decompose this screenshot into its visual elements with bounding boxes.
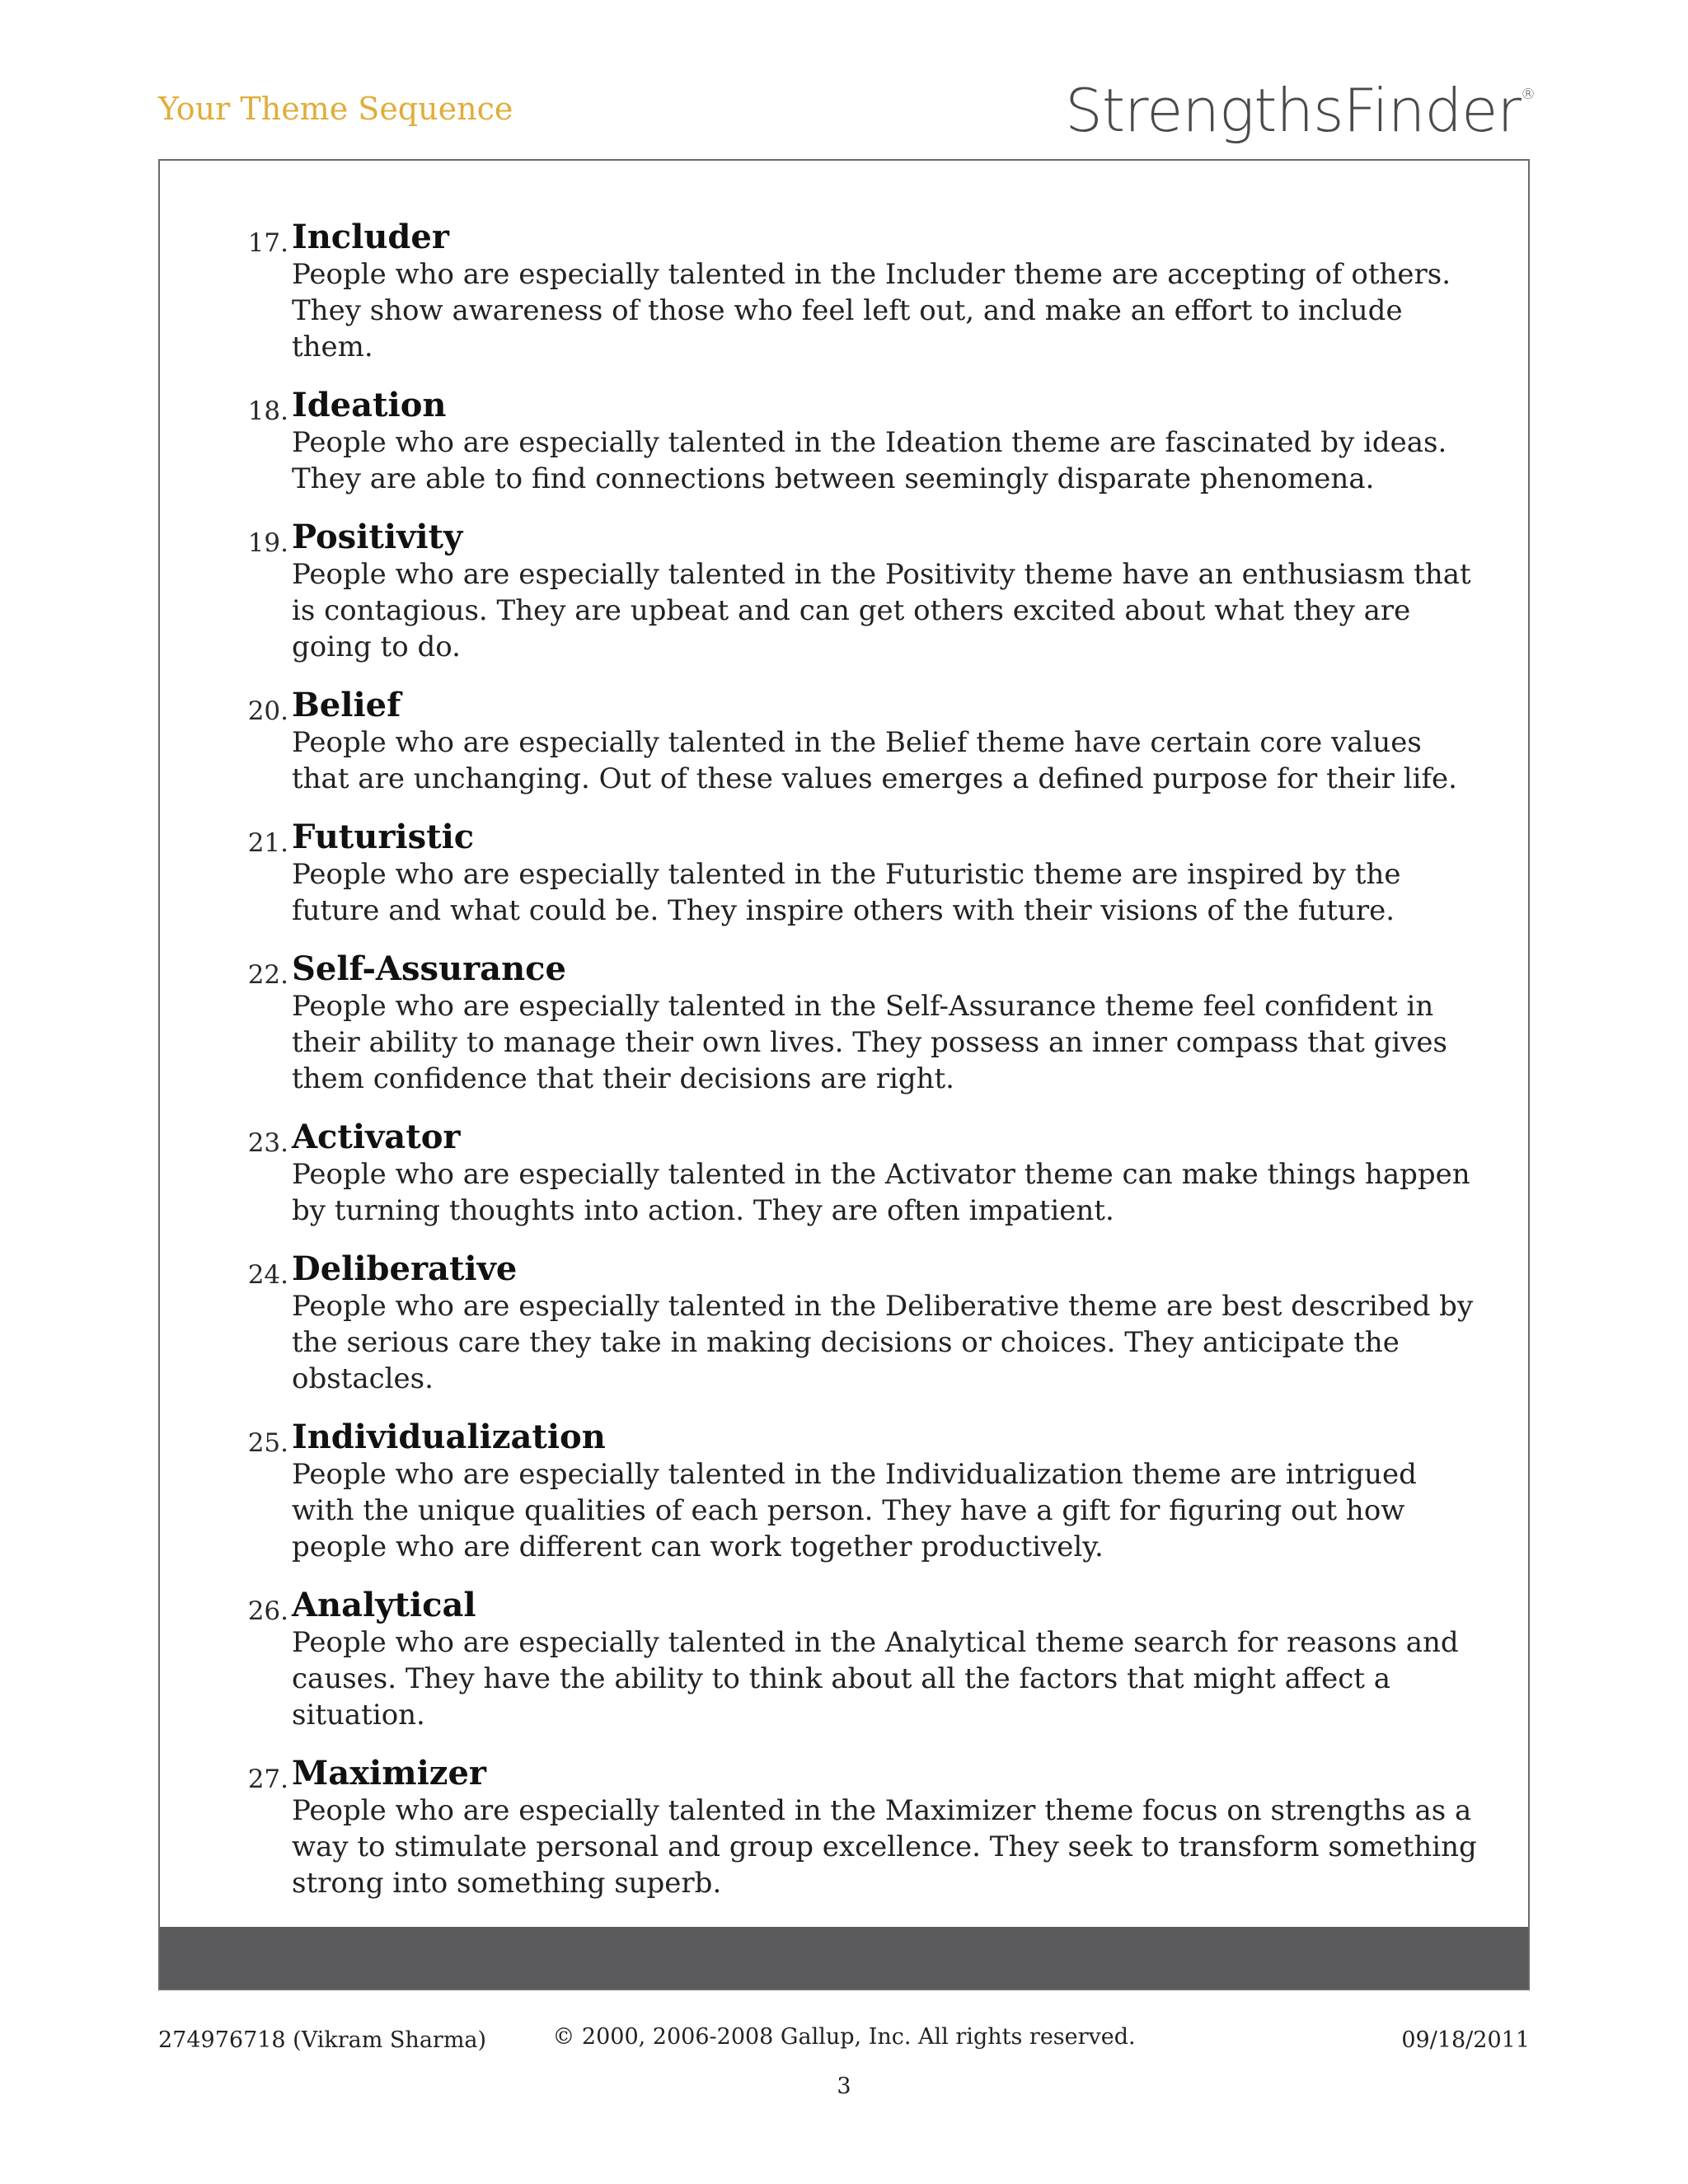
theme-item	[247, 218, 1479, 365]
theme-number: 21.	[247, 828, 288, 858]
theme-item	[247, 1418, 1479, 1565]
theme-number: 19.	[247, 528, 288, 558]
theme-description: People who are especially talented in the Activator theme can make things happen by turning thoughts into action. They are often impatient.	[292, 1158, 1470, 1227]
theme-item	[247, 386, 1479, 497]
theme-number: 27.	[247, 1765, 288, 1794]
footer-copyright: © 2000, 2006-2008 Gallup, Inc. All rights reserved.	[552, 2024, 1136, 2050]
theme-content-frame	[158, 159, 1530, 1990]
theme-description: People who are especially talented in the Self-Assurance theme feel confident in their ability to manage their own lives. They possess an inner compass that gives them confidence that their decisions are right.	[292, 990, 1448, 1095]
theme-description: People who are especially talented in the Deliberative theme are best described by the serious care they take in making decisions or choices. They anticipate the obstacles.	[292, 1290, 1474, 1395]
page-number: 3	[837, 2074, 851, 2099]
theme-name: Ideation	[292, 386, 447, 424]
theme-name: Individualization	[292, 1418, 606, 1456]
theme-item	[247, 1754, 1479, 1901]
theme-list	[160, 218, 1528, 1923]
theme-description: People who are especially talented in the Maximizer theme focus on strengths as a way to stimulate personal and group excellence. They seek to transform something strong into something superb.	[292, 1794, 1477, 1900]
theme-item	[247, 686, 1479, 797]
theme-description: People who are especially talented in the Analytical theme search for reasons and causes. They have the ability to think about all the factors that might affect a situation.	[292, 1626, 1459, 1732]
theme-name: Analytical	[292, 1586, 476, 1624]
theme-item	[247, 1118, 1479, 1229]
theme-description: People who are especially talented in the Ideation theme are fascinated by ideas. They are able to find connections between seemingly disparate phenomena.	[292, 426, 1447, 495]
theme-description: People who are especially talented in the Belief theme have certain core values that are unchanging. Out of these values emerges a defined purpose for their life.	[292, 726, 1457, 795]
theme-number: 23.	[247, 1128, 288, 1158]
theme-name: Includer	[292, 218, 449, 256]
theme-name: Activator	[292, 1118, 461, 1156]
theme-item	[247, 818, 1479, 929]
theme-number: 24.	[247, 1260, 288, 1290]
theme-name: Self-Assurance	[292, 949, 566, 988]
theme-number: 22.	[247, 960, 288, 990]
brand-text: StrengthsFinder	[1065, 76, 1521, 145]
frame-footer-bar	[160, 1927, 1528, 1989]
brand-logo	[1065, 76, 1535, 145]
page-section-title: Your Theme Sequence	[158, 91, 513, 127]
theme-item	[247, 1586, 1479, 1733]
theme-name: Deliberative	[292, 1249, 518, 1288]
theme-description: People who are especially talented in the Includer theme are accepting of others. They show awareness of those who feel left out, and make an effort to include them.	[292, 258, 1451, 363]
theme-name: Belief	[292, 686, 401, 724]
theme-number: 25.	[247, 1428, 288, 1458]
theme-number: 17.	[247, 228, 288, 258]
registered-mark: ®	[1521, 86, 1535, 103]
theme-description: People who are especially talented in the Individualization theme are intrigued with the unique qualities of each person. They have a gift for figuring out how people who are different can work together productively.	[292, 1458, 1417, 1563]
theme-item	[247, 1249, 1479, 1397]
theme-description: People who are especially talented in the Positivity theme have an enthusiasm that is contagious. They are upbeat and can get others excited about what they are going to do.	[292, 558, 1471, 663]
theme-name: Positivity	[292, 518, 463, 556]
theme-number: 26.	[247, 1596, 288, 1626]
theme-number: 20.	[247, 696, 288, 726]
theme-name: Maximizer	[292, 1754, 486, 1793]
theme-description: People who are especially talented in the Futuristic theme are inspired by the future and what could be. They inspire others with their visions of the future.	[292, 858, 1401, 927]
footer-date: 09/18/2011	[1401, 2027, 1530, 2053]
footer-user-id: 274976718 (Vikram Sharma)	[158, 2027, 487, 2053]
theme-item	[247, 518, 1479, 665]
theme-name: Futuristic	[292, 818, 475, 856]
theme-item	[247, 949, 1479, 1097]
theme-number: 18.	[247, 396, 288, 426]
